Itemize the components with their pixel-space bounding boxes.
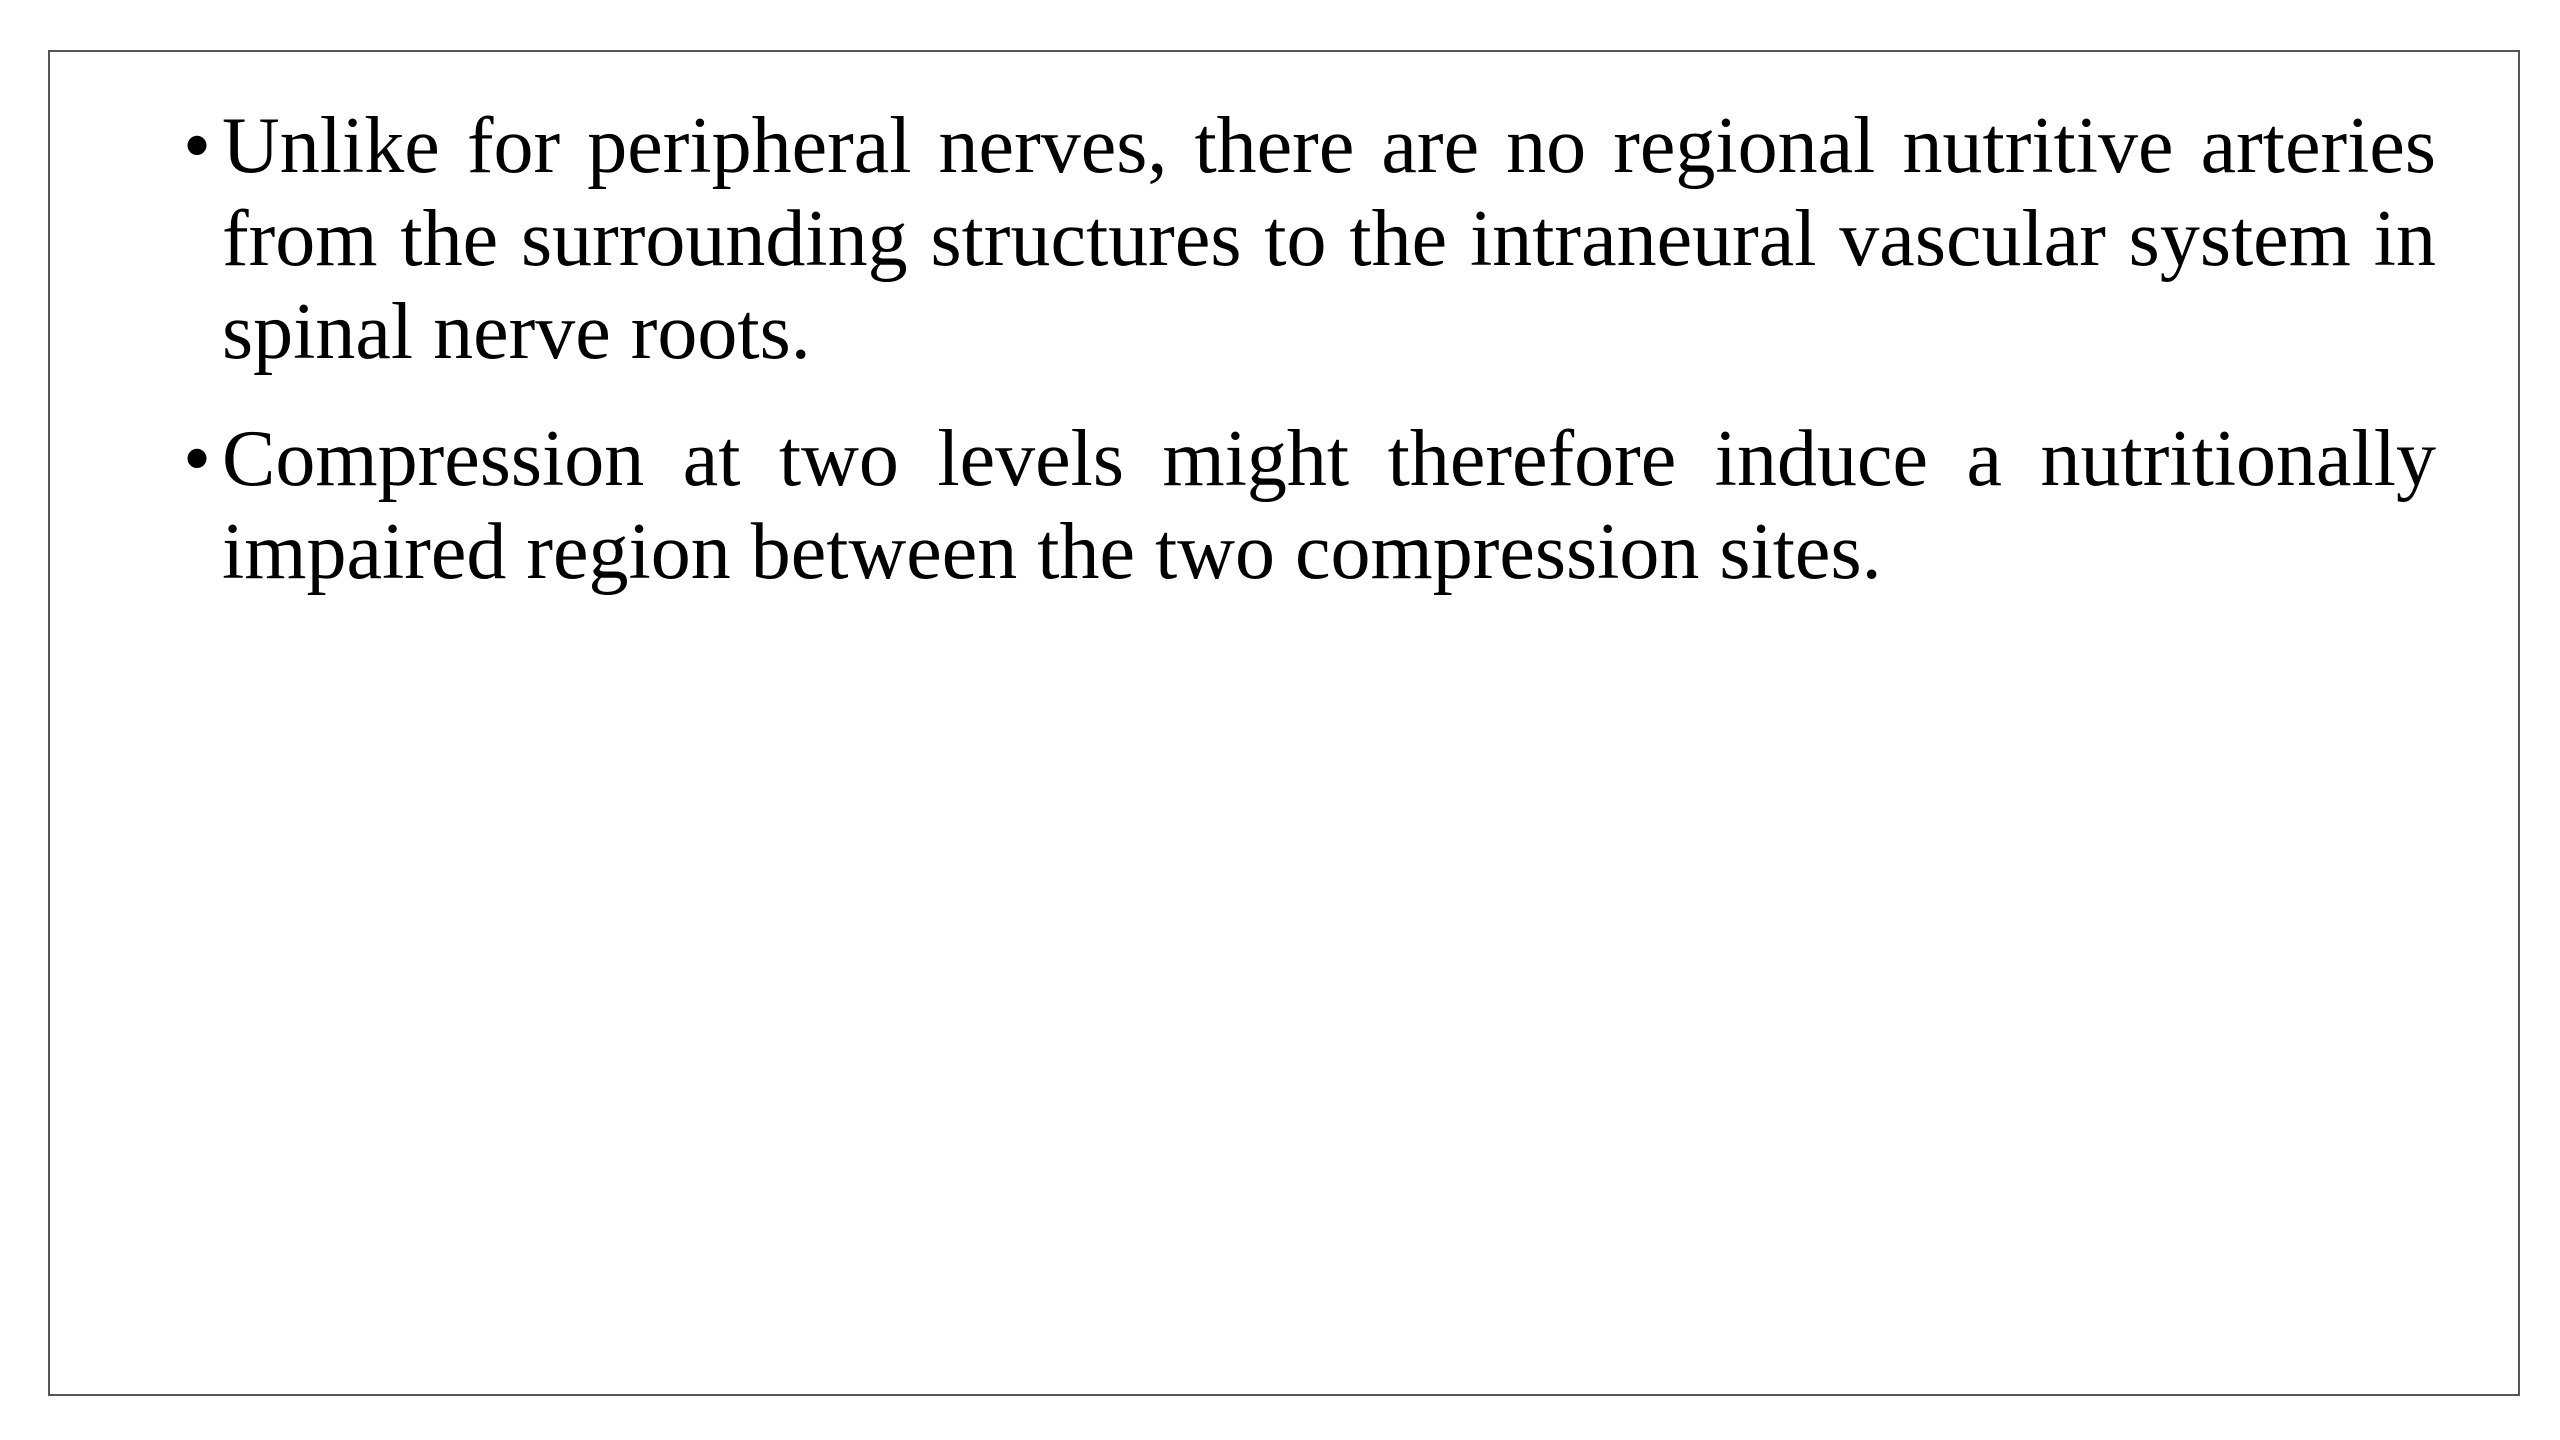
bullet-marker: • — [182, 415, 211, 503]
bullet-text: Unlike for peripheral nerves, there are no regional nutritive arteries from the surrounding structures to the intraneural vascular system in spinal nerve roots. — [222, 102, 2436, 376]
bullet-item — [130, 100, 2436, 379]
bullet-marker: • — [182, 102, 211, 190]
bullet-item — [130, 413, 2436, 599]
bullet-list — [130, 100, 2436, 633]
slide-frame — [48, 50, 2520, 1396]
bullet-text: Compression at two levels might therefore induce a nutritionally impaired region between the two compression sites. — [222, 415, 2436, 596]
